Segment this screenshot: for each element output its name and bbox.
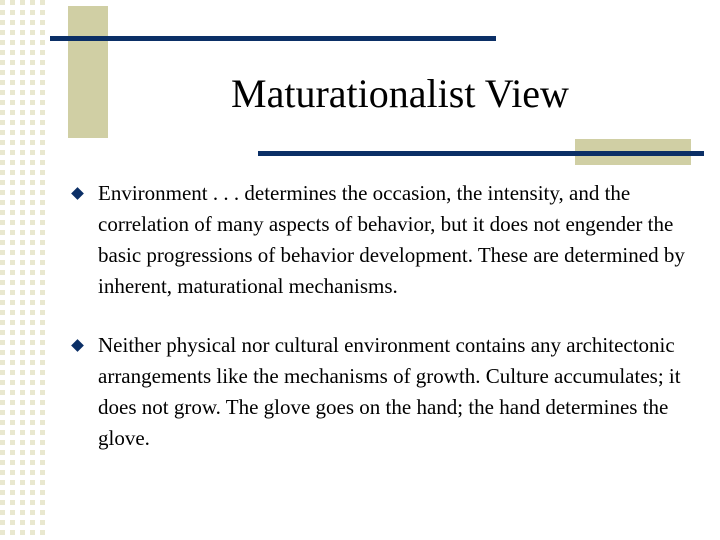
checker-row — [0, 160, 50, 165]
checker-row — [0, 20, 50, 25]
checkered-side-pattern — [0, 0, 50, 540]
checker-row — [0, 400, 50, 405]
checker-row — [0, 330, 50, 335]
checker-row — [0, 500, 50, 505]
checker-row — [0, 190, 50, 195]
navy-rule-top — [50, 36, 496, 41]
checker-row — [0, 240, 50, 245]
checker-row — [0, 410, 50, 415]
checker-row — [0, 110, 50, 115]
bullet-list — [70, 178, 690, 454]
checker-row — [0, 300, 50, 305]
checker-row — [0, 150, 50, 155]
checker-row — [0, 230, 50, 235]
checker-row — [0, 270, 50, 275]
checker-row — [0, 450, 50, 455]
checker-row — [0, 480, 50, 485]
checker-row — [0, 0, 50, 5]
checker-row — [0, 460, 50, 465]
diamond-bullet-icon — [71, 339, 84, 352]
checker-row — [0, 100, 50, 105]
checker-row — [0, 200, 50, 205]
checker-row — [0, 50, 50, 55]
checker-row — [0, 520, 50, 525]
checker-row — [0, 30, 50, 35]
diamond-bullet-icon — [71, 187, 84, 200]
bullet-text: Neither physical nor cultural environment contains any architectonic arrangements like the mechanisms of growth. Culture accumulates; it does not grow. The glove goes on the hand; the hand determines the glove. — [98, 333, 681, 450]
checker-row — [0, 140, 50, 145]
checker-row — [0, 290, 50, 295]
bullet-item — [70, 178, 690, 302]
checker-row — [0, 320, 50, 325]
tan-accent-block-left — [68, 6, 108, 138]
checker-row — [0, 440, 50, 445]
checker-row — [0, 530, 50, 535]
checker-row — [0, 340, 50, 345]
checker-row — [0, 370, 50, 375]
checker-row — [0, 40, 50, 45]
navy-rule-bottom — [258, 151, 704, 156]
checker-row — [0, 470, 50, 475]
checker-row — [0, 310, 50, 315]
slide-title: Maturationalist View — [231, 71, 569, 116]
checker-row — [0, 350, 50, 355]
checker-row — [0, 250, 50, 255]
checker-row — [0, 210, 50, 215]
checker-row — [0, 490, 50, 495]
checker-row — [0, 180, 50, 185]
checker-row — [0, 10, 50, 15]
checker-row — [0, 420, 50, 425]
checker-row — [0, 280, 50, 285]
checker-row — [0, 130, 50, 135]
checker-row — [0, 70, 50, 75]
checker-row — [0, 220, 50, 225]
checker-row — [0, 90, 50, 95]
checker-row — [0, 380, 50, 385]
bullet-item — [70, 330, 690, 454]
checker-row — [0, 430, 50, 435]
bullet-text: Environment . . . determines the occasion, the intensity, and the correlation of many aspects of behavior, but it does not engender the basic progressions of behavior development. These are determined by inherent, maturational mechanisms. — [98, 181, 685, 298]
checker-row — [0, 170, 50, 175]
checker-row — [0, 260, 50, 265]
checker-row — [0, 60, 50, 65]
checker-row — [0, 80, 50, 85]
checker-row — [0, 120, 50, 125]
checker-row — [0, 360, 50, 365]
checker-row — [0, 510, 50, 515]
checker-row — [0, 390, 50, 395]
